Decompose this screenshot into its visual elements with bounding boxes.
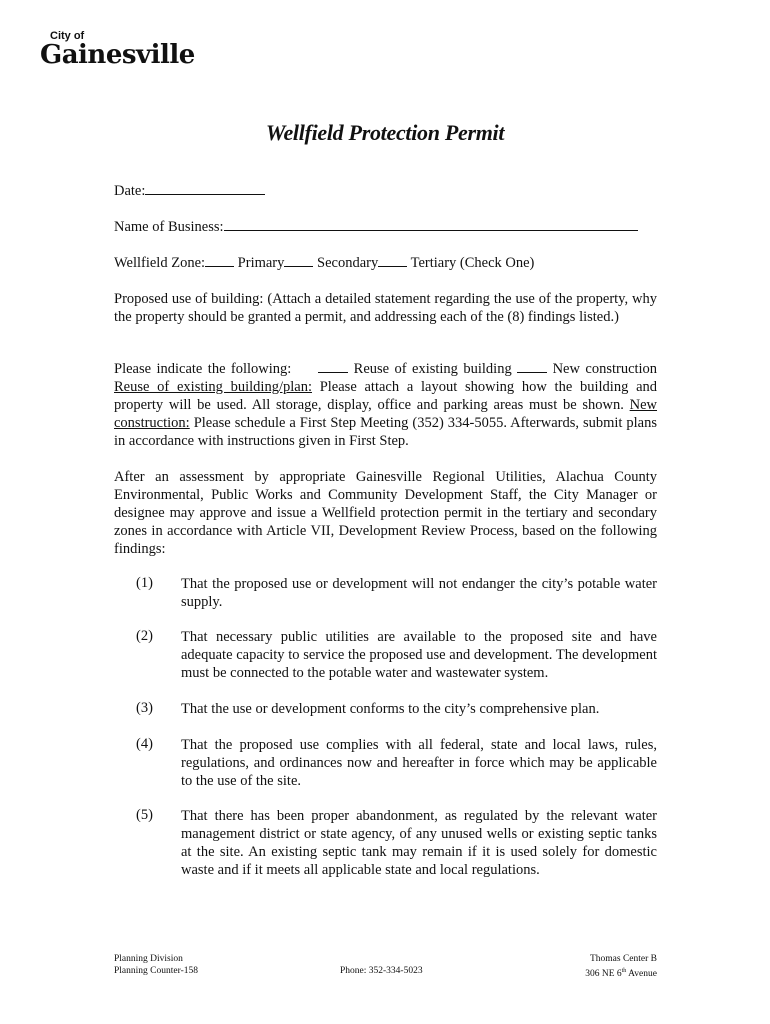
date-field <box>114 182 265 200</box>
finding-number: (5) <box>136 807 153 823</box>
reuse-option: Reuse of existing building <box>353 361 512 377</box>
footer-phone: Phone: 352-334-5023 <box>340 966 423 976</box>
indicate-intro: Please indicate the following: <box>114 361 292 377</box>
zone-label: Wellfield Zone: <box>114 255 206 271</box>
new-construction-heading: New construction: <box>114 397 658 431</box>
proposed-use-paragraph: Proposed use of building: (Attach a detailed statement regarding the use of the property, why the property should be granted a permit, and addressing each of the (8) findings listed.) <box>114 291 657 325</box>
logo-gainesville: Gainesville <box>40 40 195 70</box>
finding-number: (3) <box>136 700 153 716</box>
secondary-blank[interactable] <box>284 254 313 267</box>
reuse-checkbox-blank[interactable] <box>318 360 348 373</box>
business-field <box>114 218 638 236</box>
page-title: Wellfield Protection Permit <box>265 120 505 145</box>
assessment-paragraph: After an assessment by appropriate Gainesville Regional Utilities, Alachua County Environmental, Public Works and Community Development Staff, the City Manager or designee may approve and issue a Wellfield protection permit in the tertiary and secondary zones in accordance with Article VII, Development Review Process, based on the following findings: <box>114 469 657 557</box>
indicate-paragraph <box>114 360 657 450</box>
finding-text: That necessary public utilities are available to the proposed site and have adequate capacity to service the proposed use and development. The development must be connected to the potable water and wastewater system. <box>181 629 657 681</box>
footer-building: Thomas Center B <box>589 954 657 964</box>
finding-number: (4) <box>136 736 153 752</box>
city-logo <box>40 30 195 68</box>
new-construction-checkbox-blank[interactable] <box>517 360 547 373</box>
zone-field <box>114 254 534 272</box>
reuse-heading: Reuse of existing building/plan: <box>114 379 312 395</box>
primary-blank[interactable] <box>205 254 234 267</box>
new-construction-option: New construction <box>552 361 658 377</box>
finding-text: That there has been proper abandonment, as regulated by the relevant water management district or state agency, of any unused wells or existing septic tanks at the site. An existing septic tank may remain if it is used solely for domestic waste and if it meets all applicable state and local regulations. <box>181 808 657 878</box>
footer-left <box>114 953 198 977</box>
finding-number: (2) <box>136 628 153 644</box>
footer-right <box>585 953 657 980</box>
date-blank[interactable] <box>145 182 265 195</box>
tertiary-label: Tertiary (Check One) <box>410 255 535 271</box>
logo-city-of: City of <box>50 30 85 42</box>
footer-address: 306 NE 6th Avenue <box>585 968 657 980</box>
finding-text: That the proposed use complies with all federal, state and local laws, rules, regulations, and ordinances now and hereafter in force which may be applicable to the use of the site. <box>181 737 657 789</box>
new-construction-instructions: Please schedule a First Step Meeting (352) 334-5055. Afterwards, submit plans in accordance with instructions given in First Step. <box>114 415 657 449</box>
business-label: Name of Business: <box>114 219 224 235</box>
footer-division: Planning Division <box>114 954 183 964</box>
business-blank[interactable] <box>224 218 638 231</box>
footer-counter: Planning Counter-158 <box>114 966 198 976</box>
reuse-instructions: Please attach a layout showing how the building and property will be used. All storage, display, office and parking areas must be shown. <box>114 379 657 413</box>
tertiary-blank[interactable] <box>378 254 407 267</box>
finding-text: That the proposed use or development will not endanger the city’s potable water supply. <box>181 576 657 610</box>
finding-number: (1) <box>136 575 153 591</box>
date-label: Date: <box>114 183 146 199</box>
secondary-label: Secondary <box>317 255 379 271</box>
primary-label: Primary <box>237 255 285 271</box>
finding-text: That the use or development conforms to the city’s comprehensive plan. <box>181 701 600 717</box>
